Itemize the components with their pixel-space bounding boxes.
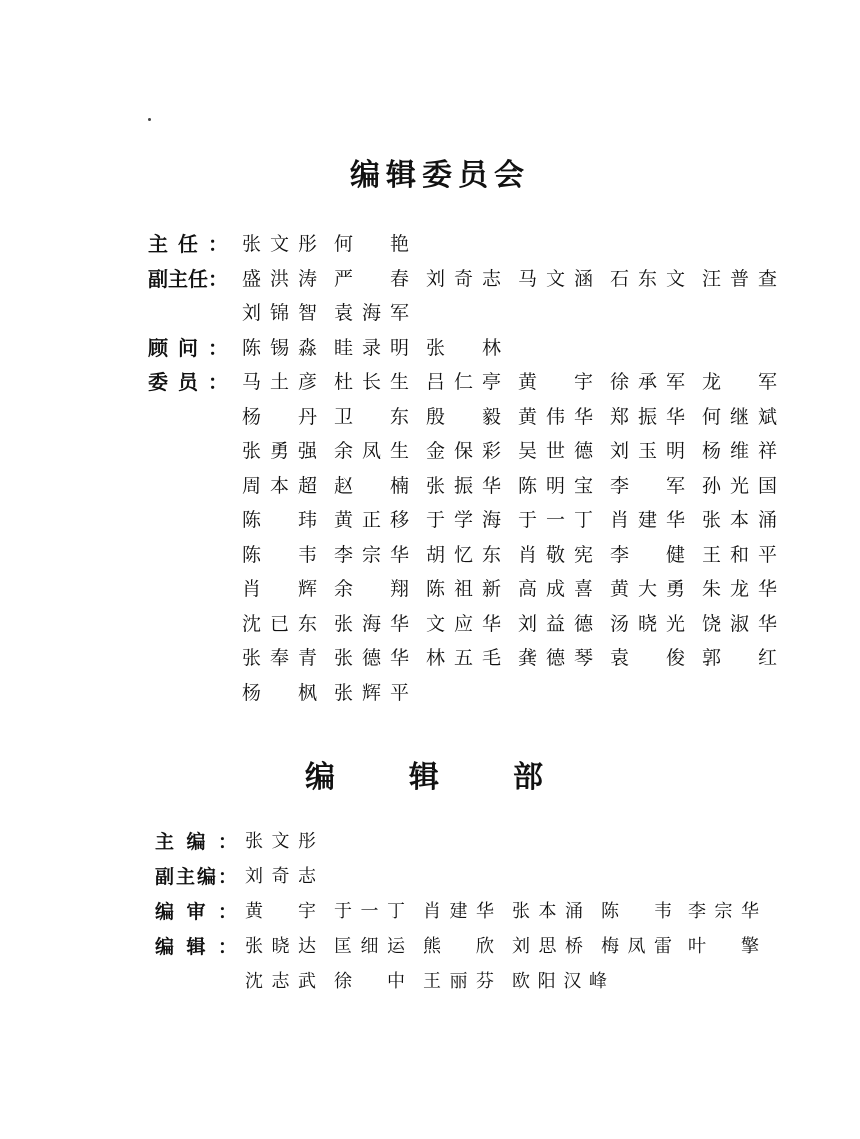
role-label-char: 副	[155, 866, 175, 888]
role-label	[148, 367, 228, 397]
person-name: 袁 海 军	[334, 302, 410, 324]
person-name: 张 振 华	[426, 474, 502, 497]
person-name: 陈 玮	[242, 509, 318, 531]
person-name: 肖 辉	[242, 578, 318, 600]
person-name: 李 宗 华	[334, 543, 410, 566]
person-name: 陈 锡 淼	[242, 336, 318, 359]
roster-row	[0, 540, 860, 575]
editorial-title: 编 辑 部	[305, 760, 565, 795]
person-name: 眭 录 明	[334, 336, 410, 359]
role-label-char: ：	[217, 831, 237, 853]
committee-list	[0, 229, 860, 712]
person-name: 沈 已 东	[242, 612, 318, 635]
person-name: 陈 韦	[601, 901, 673, 922]
person-name: 梅 凤 雷	[601, 936, 673, 957]
role-label	[148, 333, 228, 363]
roster-row	[0, 264, 860, 299]
roster-row	[0, 402, 860, 437]
person-name: 马 文 涵	[518, 267, 594, 290]
person-name: 张 德 华	[334, 647, 410, 669]
person-name: 袁 俊	[610, 647, 686, 669]
role-label	[155, 897, 237, 927]
person-name: 于 学 海	[426, 509, 502, 531]
role-label-char: 任	[178, 232, 198, 256]
scan-speck	[148, 118, 151, 121]
roster-row	[0, 643, 860, 678]
person-name: 黄 大 勇	[610, 578, 686, 600]
person-name: 刘 思 桥	[512, 936, 584, 957]
role-label-char: 主	[168, 266, 188, 291]
role-label-char: 编	[186, 831, 206, 853]
role-label-char: 审	[186, 901, 206, 923]
role-label-char: ：	[217, 901, 237, 923]
person-name: 黄 宇	[245, 901, 317, 922]
role-label	[148, 229, 228, 259]
person-name: 于 一 丁	[334, 901, 406, 922]
person-name: 何 继 斌	[702, 405, 778, 428]
person-name: 张 奉 青	[242, 647, 318, 669]
person-name: 刘 锦 智	[242, 302, 318, 324]
person-name: 王 和 平	[702, 543, 778, 566]
editorial-list	[0, 827, 860, 1002]
person-name: 张 勇 强	[242, 440, 318, 462]
person-name: 王 丽 芬	[423, 971, 495, 992]
person-name: 徐 承 军	[610, 371, 686, 393]
role-label	[148, 264, 228, 294]
role-label-char: ：	[208, 232, 228, 256]
person-name: 肖 建 华	[610, 509, 686, 531]
person-name: 卫 东	[334, 405, 410, 428]
person-name: 陈 明 宝	[518, 474, 594, 497]
person-name: 金 保 彩	[426, 440, 502, 462]
person-name: 张 文 彤	[245, 831, 317, 852]
role-label	[155, 862, 237, 892]
role-label-char: 编	[155, 901, 175, 923]
person-name: 余 翔	[334, 578, 410, 600]
role-label-char: ：	[208, 335, 228, 360]
person-name: 肖 敬 宪	[518, 543, 594, 566]
person-name: 李 军	[610, 474, 686, 497]
roster-row	[0, 505, 860, 540]
person-name: 黄 正 移	[334, 509, 410, 531]
person-name: 朱 龙 华	[702, 578, 778, 600]
roster-row	[0, 436, 860, 471]
roster-row	[0, 967, 860, 1002]
person-name: 林 五 毛	[426, 647, 502, 669]
person-name: 刘 奇 志	[245, 866, 317, 887]
person-name: 吕 仁 亭	[426, 371, 502, 393]
person-name: 赵 楠	[334, 474, 410, 497]
person-name: 胡 忆 东	[426, 543, 502, 566]
person-name: 陈 祖 新	[426, 578, 502, 600]
role-label-char: ：	[217, 936, 237, 958]
roster-row	[0, 609, 860, 644]
person-name: 李 宗 华	[688, 901, 760, 922]
person-name: 龙 军	[702, 371, 778, 393]
roster-row	[0, 678, 860, 713]
person-name: 于 一 丁	[518, 509, 594, 531]
person-name: 陈 韦	[242, 543, 318, 566]
role-label-char: 主	[175, 866, 195, 888]
person-name: 熊 欣	[423, 936, 495, 957]
committee-title: 编辑委员会	[350, 158, 530, 193]
person-name: 周 本 超	[242, 474, 318, 497]
person-name: 杨 维 祥	[702, 440, 778, 462]
person-name: 汪 普 查	[702, 267, 778, 290]
roster-row	[0, 932, 860, 967]
person-name: 张 林	[426, 336, 502, 359]
person-name: 严 春	[334, 267, 410, 290]
person-name: 黄 伟 华	[518, 405, 594, 428]
person-name: 汤 晓 光	[610, 612, 686, 635]
person-name: 叶 擎	[688, 936, 760, 957]
person-name: 刘 奇 志	[426, 267, 502, 290]
role-label-char: ：	[208, 370, 228, 394]
person-name: 饶 淑 华	[702, 612, 778, 635]
person-name: 张 海 华	[334, 612, 410, 635]
roster-row	[0, 862, 860, 897]
person-name: 龚 德 琴	[518, 647, 594, 669]
role-label-char: 编	[196, 866, 216, 888]
role-label-char: 问	[178, 335, 198, 360]
person-name: 杨 枫	[242, 681, 318, 704]
roster-row	[0, 298, 860, 333]
person-name: 文 应 华	[426, 612, 502, 635]
role-label	[155, 827, 237, 857]
person-name: 张 文 彤	[242, 233, 318, 255]
role-label-char: 辑	[186, 936, 206, 958]
role-label-char: 员	[178, 370, 198, 394]
role-label-char: 主	[148, 232, 168, 256]
person-name: 吴 世 德	[518, 440, 594, 462]
role-label-char: 委	[148, 370, 168, 394]
person-name: 石 东 文	[610, 267, 686, 290]
person-name: 余 凤 生	[334, 440, 410, 462]
person-name: 李 健	[610, 543, 686, 566]
person-name: 杜 长 生	[334, 371, 410, 393]
role-label-char: ：	[217, 866, 237, 888]
person-name: 张 本 涌	[702, 509, 778, 531]
person-name: 黄 宇	[518, 371, 594, 393]
person-name: 何 艳	[334, 233, 410, 255]
person-name: 张 本 涌	[512, 901, 584, 922]
roster-row	[0, 367, 860, 402]
roster-row	[0, 471, 860, 506]
person-name: 郭 红	[702, 647, 778, 669]
roster-row	[0, 827, 860, 862]
roster-row	[0, 333, 860, 368]
person-name: 肖 建 华	[423, 901, 495, 922]
roster-row	[0, 574, 860, 609]
role-label-char: 副	[148, 266, 168, 291]
person-name: 徐 中	[334, 971, 406, 992]
person-name: 张 晓 达	[245, 936, 317, 957]
role-label-char: 顾	[148, 335, 168, 360]
role-label	[155, 932, 237, 962]
person-name: 欧 阳 汉 峰	[512, 971, 608, 992]
person-name: 高 成 喜	[518, 578, 594, 600]
person-name: 殷 毅	[426, 405, 502, 428]
person-name: 马 土 彦	[242, 371, 318, 393]
person-name: 盛 洪 涛	[242, 267, 318, 290]
person-name: 郑 振 华	[610, 405, 686, 428]
person-name: 匡 细 运	[334, 936, 406, 957]
person-name: 孙 光 国	[702, 474, 778, 497]
person-name: 杨 丹	[242, 405, 318, 428]
person-name: 刘 益 德	[518, 612, 594, 635]
roster-row	[0, 229, 860, 264]
person-name: 沈 志 武	[245, 971, 317, 992]
role-label-char: 编	[155, 936, 175, 958]
role-label-char: 任	[188, 266, 208, 291]
person-name: 刘 玉 明	[610, 440, 686, 462]
role-label-char: 主	[155, 831, 175, 853]
role-label-char: ：	[208, 266, 228, 291]
roster-row	[0, 897, 860, 932]
person-name: 张 辉 平	[334, 681, 410, 704]
